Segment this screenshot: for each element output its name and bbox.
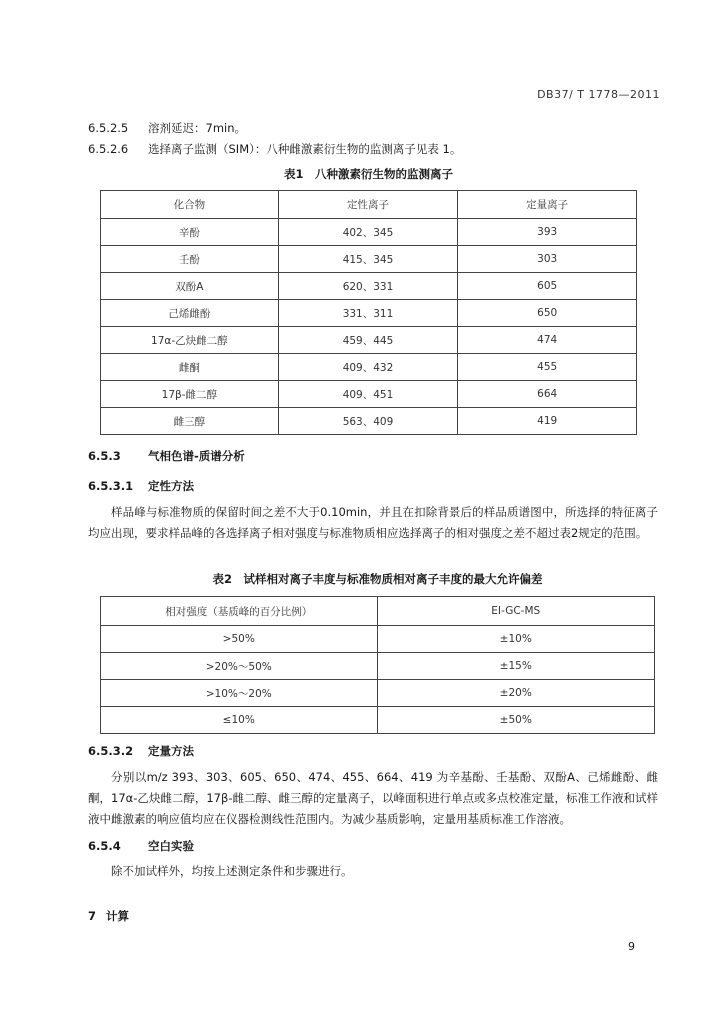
- quantitative-ion-cell: 393: [458, 219, 637, 246]
- qualitative-ion-cell: 331、311: [278, 300, 458, 327]
- quantitative-method-paragraph: 分别以m/z 393、303、605、650、474、455、664、419 为辛基酚、壬基酚、双酚A、己烯雌酚、雌酮，17α-乙炔雌二醇，17β-雌二醇、雌三醇的定量离子，以峰面积进行单点或多点校准定量，标准工作液和试样液中雌激素的响应值均应在仪器检测线性范围内。为减少基质影响，定量用基质标准工作溶液。: [88, 770, 658, 826]
- compound-cell: 17α-乙炔雌二醇: [101, 327, 279, 354]
- table1-header-row: [101, 191, 637, 219]
- section-number: 7: [88, 909, 97, 923]
- qualitative-ion-cell: 415、345: [278, 246, 458, 273]
- header-cell: EI-GC-MS: [377, 597, 655, 626]
- section-title: 气相色谱-质谱分析: [148, 449, 245, 463]
- relative-intensity-cell: >10%～20%: [101, 680, 378, 707]
- table-row: [101, 381, 637, 408]
- section-6-5-3-1: [88, 478, 194, 494]
- section-title: 定性方法: [148, 479, 194, 493]
- section-number: 6.5.2.5: [88, 121, 129, 135]
- table-row: [101, 707, 655, 734]
- compound-cell: 雌三醇: [101, 408, 279, 435]
- table-row: [101, 219, 637, 246]
- compound-cell: 辛酚: [101, 219, 279, 246]
- table1-caption: 表1 八种激素衍生物的监测离子: [284, 167, 453, 181]
- section-6-5-3: [88, 448, 245, 464]
- qualitative-ion-cell: 459、445: [278, 327, 458, 354]
- header-cell: 定量离子: [458, 191, 637, 219]
- standard-id: DB37/ T 1778—2011: [537, 88, 660, 101]
- section-text: 选择离子监测（SIM）：八种雌激素衍生物的监测离子见表 1。: [148, 142, 462, 156]
- table-row: [101, 653, 655, 680]
- table-row: [101, 273, 637, 300]
- table-row: [101, 626, 655, 653]
- qualitative-method-paragraph: 样品峰与标准物质的保留时间之差不大于0.10min，并且在扣除背景后的样品质谱图中，所选择的特征离子均应出现，要求样品峰的各选择离子相对强度与标准物质相应选择离子的相对强度之差不超过表2规定的范围。: [88, 505, 658, 540]
- relative-intensity-cell: >50%: [101, 626, 378, 653]
- section-title: 计算: [106, 909, 129, 923]
- section-title: 空白实验: [148, 839, 194, 853]
- table2-header-row: [101, 597, 655, 626]
- table1: [100, 190, 637, 435]
- compound-cell: 17β-雌二醇: [101, 381, 279, 408]
- quantitative-ion-cell: 455: [458, 354, 637, 381]
- section-number: 6.5.2.6: [88, 142, 129, 156]
- table-row: [101, 300, 637, 327]
- table2: [100, 596, 655, 734]
- qualitative-ion-cell: 409、432: [278, 354, 458, 381]
- qualitative-ion-cell: 402、345: [278, 219, 458, 246]
- table-row: [101, 354, 637, 381]
- tolerance-cell: ±50%: [377, 707, 655, 734]
- section-6-5-2-6: [88, 141, 461, 157]
- quantitative-ion-cell: 303: [458, 246, 637, 273]
- header-cell: 相对强度（基质峰的百分比例）: [101, 597, 378, 626]
- section-6-5-4: [88, 838, 194, 854]
- table2-caption: 表2 试样相对离子丰度与标准物质相对离子丰度的最大允许偏差: [212, 572, 543, 586]
- section-number: 6.5.3.2: [88, 744, 134, 758]
- header-cell: 化合物: [101, 191, 279, 219]
- compound-cell: 双酚A: [101, 273, 279, 300]
- section-title: 定量方法: [148, 744, 194, 758]
- section-number: 6.5.3: [88, 449, 121, 463]
- qualitative-ion-cell: 409、451: [278, 381, 458, 408]
- quantitative-ion-cell: 664: [458, 381, 637, 408]
- relative-intensity-cell: ≤10%: [101, 707, 378, 734]
- quantitative-ion-cell: 474: [458, 327, 637, 354]
- qualitative-ion-cell: 563、409: [278, 408, 458, 435]
- tolerance-cell: ±20%: [377, 680, 655, 707]
- section-6-5-2-5: [88, 120, 246, 136]
- section-7: [88, 908, 129, 924]
- section-text: 溶剂延迟：7min。: [148, 121, 247, 135]
- compound-cell: 雌酮: [101, 354, 279, 381]
- section-6-5-3-2: [88, 743, 194, 759]
- quantitative-ion-cell: 650: [458, 300, 637, 327]
- section-number: 6.5.3.1: [88, 479, 134, 493]
- table-row: [101, 408, 637, 435]
- blank-test-paragraph: 除不加试样外，均按上述测定条件和步骤进行。: [111, 864, 353, 878]
- quantitative-ion-cell: 419: [458, 408, 637, 435]
- table-row: [101, 680, 655, 707]
- compound-cell: 壬酚: [101, 246, 279, 273]
- quantitative-ion-cell: 605: [458, 273, 637, 300]
- page-number: 9: [628, 940, 635, 953]
- section-number: 6.5.4: [88, 839, 121, 853]
- compound-cell: 己烯雌酚: [101, 300, 279, 327]
- table-row: [101, 327, 637, 354]
- tolerance-cell: ±10%: [377, 626, 655, 653]
- table-row: [101, 246, 637, 273]
- qualitative-ion-cell: 620、331: [278, 273, 458, 300]
- header-cell: 定性离子: [278, 191, 458, 219]
- tolerance-cell: ±15%: [377, 653, 655, 680]
- relative-intensity-cell: >20%～50%: [101, 653, 378, 680]
